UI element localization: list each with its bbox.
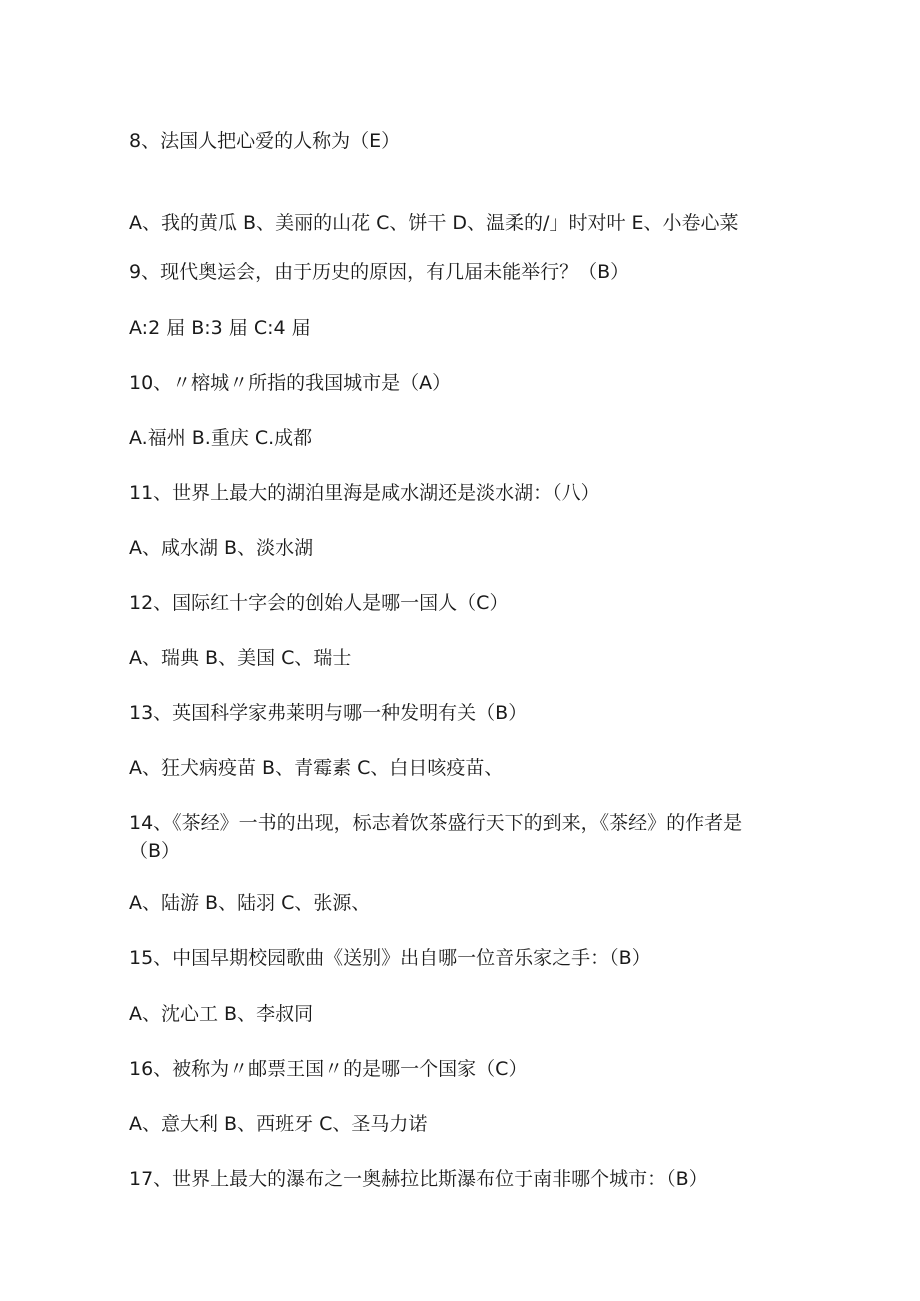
question-14: 14、《茶经》一书的出现，标志着饮茶盛行天下的到来，《茶经》的作者是（B） [129,812,743,862]
options-13: A、狂犬病疫苗 B、青霉素 C、白日咳疫苗、 [129,757,504,779]
options-16: A、意大利 B、西班牙 C、圣马力诺 [129,1113,428,1135]
options-10: A.福州 B.重庆 C.成都 [129,427,313,449]
question-10: 10、〃榕城〃所指的我国城市是（A） [129,372,452,394]
options-9: A:2 届 B:3 届 C:4 届 [129,317,311,339]
question-17: 17、世界上最大的瀑布之一奥赫拉比斯瀑布位于南非哪个城市：（B） [129,1168,708,1190]
options-14: A、陆游 B、陆羽 C、张源、 [129,892,371,914]
question-12: 12、国际红十字会的创始人是哪一国人（C） [129,592,509,614]
options-11: A、咸水湖 B、淡水湖 [129,537,314,559]
options-12: A、瑞典 B、美国 C、瑞士 [129,647,352,669]
question-8: 8、法国人把心爱的人称为（E） [129,130,401,152]
question-13: 13、英国科学家弗莱明与哪一种发明有关（B） [129,702,528,724]
question-16: 16、被称为〃邮票王国〃的是哪一个国家（C） [129,1058,528,1080]
question-15: 15、中国早期校园歌曲《送别》出自哪一位音乐家之手：（B） [129,947,651,969]
options-15: A、沈心工 B、李叔同 [129,1003,314,1025]
question-9: 9、现代奥运会，由于历史的原因，有几届未能举行？（B） [129,261,630,283]
question-11: 11、世界上最大的湖泊里海是咸水湖还是淡水湖：（八） [129,482,600,504]
options-8: A、我的黄瓜 B、美丽的山花 C、饼干 D、温柔的/」时对叶 E、小卷心菜 [129,212,739,234]
